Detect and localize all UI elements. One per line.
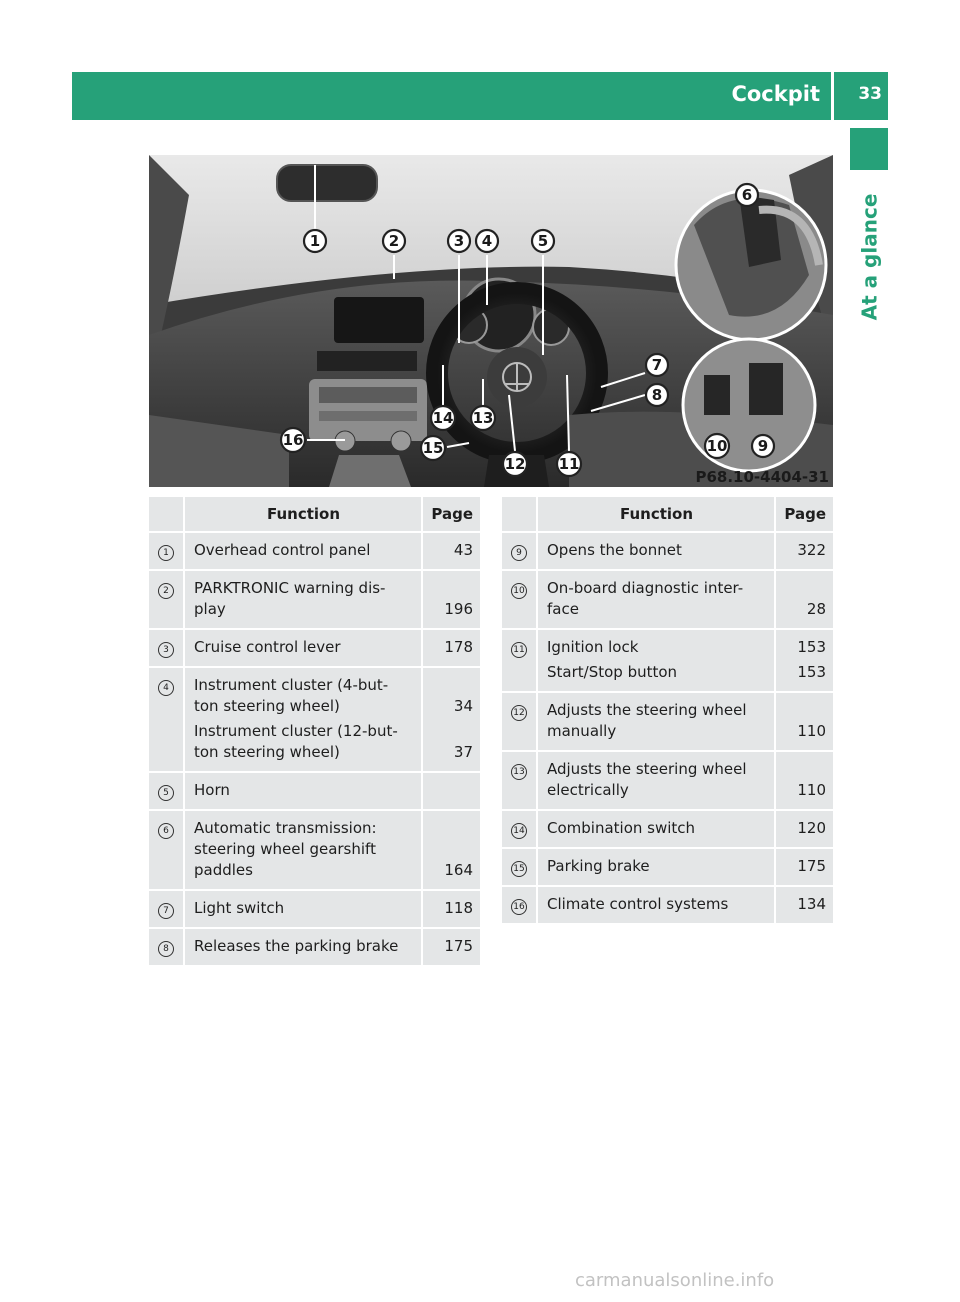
svg-text:4: 4	[481, 232, 493, 250]
svg-text:16: 16	[282, 431, 304, 449]
svg-text:7: 7	[651, 356, 663, 374]
row-number-cell	[502, 533, 538, 571]
function-text: PARKTRONIC warning dis-	[194, 579, 386, 597]
svg-text:12: 12	[504, 455, 526, 473]
row-number-cell	[502, 571, 538, 630]
callout-7	[646, 354, 668, 376]
function-cell	[185, 533, 423, 571]
page-ref	[431, 540, 473, 561]
page-spacer	[431, 721, 473, 742]
function-entry	[194, 675, 413, 717]
svg-text:14: 14	[432, 409, 454, 427]
page-cell	[776, 752, 833, 811]
page-spacer	[784, 700, 826, 721]
item-number-badge: 9	[511, 545, 527, 561]
function-text: steering wheel gearshift	[194, 840, 376, 858]
function-cell	[185, 773, 423, 811]
function-entry	[547, 540, 766, 561]
item-number-badge: 1	[158, 545, 174, 561]
function-cell	[185, 929, 423, 967]
page-number-text: 175	[444, 937, 473, 955]
page-number-text: 34	[453, 697, 473, 715]
page-number-text: 153	[797, 663, 826, 681]
callout-11	[557, 452, 581, 476]
side-tab-label: At a glance	[857, 193, 882, 321]
page-ref	[431, 637, 473, 658]
page-ref	[784, 818, 826, 839]
page-ref	[784, 662, 826, 683]
row-number-cell	[502, 693, 538, 752]
header-page: Page	[423, 497, 480, 533]
page-ref	[431, 721, 473, 763]
function-cell	[185, 668, 423, 773]
page-number-text: 178	[444, 638, 473, 656]
function-text: Overhead control panel	[194, 541, 371, 559]
function-cell	[538, 533, 776, 571]
function-text: ton steering wheel)	[194, 697, 340, 715]
side-tab	[850, 172, 888, 342]
function-table-right	[502, 497, 833, 925]
function-text: Automatic transmission:	[194, 819, 377, 837]
svg-text:10: 10	[706, 437, 728, 455]
function-text: paddles	[194, 861, 253, 879]
function-cell	[538, 887, 776, 925]
svg-text:5: 5	[537, 232, 549, 250]
page-ref	[784, 894, 826, 915]
function-text: Ignition lock	[547, 638, 639, 656]
function-cell	[538, 630, 776, 693]
page-number: 33	[858, 84, 882, 104]
function-text: Cruise control lever	[194, 638, 341, 656]
section-title: Cockpit	[731, 82, 820, 106]
svg-text:11: 11	[558, 455, 580, 473]
page-cell	[776, 571, 833, 630]
table-row	[502, 630, 833, 693]
item-number-badge: 13	[511, 764, 527, 780]
page-number-text: 43	[453, 541, 473, 559]
callout-5	[532, 230, 554, 252]
function-entry	[547, 894, 766, 915]
item-number-badge: 11	[511, 642, 527, 658]
item-number-badge: 8	[158, 941, 174, 957]
function-text: Start/Stop button	[547, 663, 678, 681]
table-row	[502, 752, 833, 811]
item-number-badge: 5	[158, 785, 174, 801]
function-text: Adjusts the steering wheel	[547, 701, 747, 719]
callout-15	[421, 436, 445, 460]
page-ref	[431, 936, 473, 957]
page-cell	[423, 668, 480, 773]
table-row	[502, 693, 833, 752]
watermark: carmanualsonline.info	[575, 1270, 775, 1291]
page-cell	[776, 811, 833, 849]
page-cell	[423, 533, 480, 571]
table-row	[502, 571, 833, 630]
function-entry	[194, 936, 413, 957]
table-row	[502, 811, 833, 849]
svg-text:15: 15	[422, 439, 444, 457]
row-number-cell	[149, 668, 185, 773]
table-row	[149, 811, 480, 891]
page-spacer	[431, 675, 473, 696]
function-entry	[194, 818, 413, 881]
function-text: ton steering wheel)	[194, 743, 340, 761]
page-spacer	[784, 759, 826, 780]
page-cell	[423, 773, 480, 811]
table-row	[502, 887, 833, 925]
page-cell	[423, 571, 480, 630]
page-number-text: 196	[444, 600, 473, 618]
side-tab-marker	[850, 128, 888, 170]
page-ref	[784, 759, 826, 801]
row-number-cell	[149, 811, 185, 891]
function-entry	[194, 780, 413, 801]
page-cell	[776, 630, 833, 693]
page-number-text: 120	[797, 819, 826, 837]
function-entry	[194, 637, 413, 658]
page-cell	[776, 693, 833, 752]
page-spacer	[431, 818, 473, 839]
function-entry	[194, 540, 413, 561]
item-number-badge: 15	[511, 861, 527, 877]
page-header	[72, 72, 888, 120]
page-number-text: 118	[444, 899, 473, 917]
svg-text:1: 1	[309, 232, 321, 250]
function-entry	[194, 898, 413, 919]
svg-text:2: 2	[388, 232, 400, 250]
header-function: Function	[185, 497, 423, 533]
function-text: Opens the bonnet	[547, 541, 682, 559]
svg-text:13: 13	[472, 409, 494, 427]
function-entry	[547, 818, 766, 839]
page-ref	[784, 700, 826, 742]
function-text: Combination switch	[547, 819, 696, 837]
function-cell	[538, 693, 776, 752]
row-number-cell	[149, 929, 185, 967]
item-number-badge: 12	[511, 705, 527, 721]
function-text: Horn	[194, 781, 230, 799]
row-number-cell	[149, 773, 185, 811]
item-number-badge: 7	[158, 903, 174, 919]
function-cell	[185, 811, 423, 891]
function-entry	[547, 637, 766, 658]
header-function: Function	[538, 497, 776, 533]
callout-2	[383, 230, 405, 252]
function-text: Parking brake	[547, 857, 650, 875]
callout-6	[736, 184, 758, 206]
function-cell	[185, 630, 423, 668]
photo-code: P68.10-4404-31	[695, 468, 829, 486]
table-row	[149, 668, 480, 773]
page-number-text: 28	[806, 600, 826, 618]
table-row	[149, 773, 480, 811]
item-number-badge: 14	[511, 823, 527, 839]
item-number-badge: 6	[158, 823, 174, 839]
function-entry	[547, 856, 766, 877]
item-number-badge: 10	[511, 583, 527, 599]
function-table-left	[149, 497, 480, 967]
cockpit-photo	[149, 155, 833, 487]
page-number-text: 322	[797, 541, 826, 559]
page-ref	[431, 818, 473, 881]
function-text: Releases the parking brake	[194, 937, 399, 955]
function-text: Adjusts the steering wheel	[547, 760, 747, 778]
item-number-badge: 4	[158, 680, 174, 696]
function-text: On-board diagnostic inter-	[547, 579, 744, 597]
photo-callouts	[149, 155, 833, 487]
function-text: Climate control systems	[547, 895, 729, 913]
row-number-cell	[149, 533, 185, 571]
table-row	[149, 571, 480, 630]
function-entry	[547, 700, 766, 742]
page-spacer	[431, 839, 473, 860]
function-text: face	[547, 600, 579, 618]
page-cell	[423, 929, 480, 967]
function-cell	[185, 891, 423, 929]
table-row	[149, 533, 480, 571]
svg-text:6: 6	[741, 186, 753, 204]
function-cell	[538, 811, 776, 849]
table-row	[502, 533, 833, 571]
page-number-text: 134	[797, 895, 826, 913]
table-row	[149, 630, 480, 668]
item-number-badge: 16	[511, 899, 527, 915]
page-cell	[776, 887, 833, 925]
item-number-badge: 2	[158, 583, 174, 599]
page-cell	[423, 630, 480, 668]
page-ref	[431, 675, 473, 717]
callout-8	[646, 384, 668, 406]
header-divider	[831, 72, 834, 120]
svg-text:9: 9	[757, 437, 769, 455]
page-ref	[784, 637, 826, 658]
page-ref	[431, 578, 473, 620]
svg-text:8: 8	[651, 386, 663, 404]
page-cell	[423, 891, 480, 929]
page-cell	[776, 849, 833, 887]
header-number	[149, 497, 185, 533]
function-text: Instrument cluster (12-but-	[194, 722, 398, 740]
function-text: Instrument cluster (4-but-	[194, 676, 389, 694]
row-number-cell	[149, 891, 185, 929]
callout-3	[448, 230, 470, 252]
page-spacer	[784, 578, 826, 599]
function-text: Light switch	[194, 899, 285, 917]
table-row	[149, 929, 480, 967]
page-spacer	[431, 578, 473, 599]
table-header-row	[149, 497, 480, 533]
callout-13	[471, 406, 495, 430]
row-number-cell	[502, 752, 538, 811]
row-number-cell	[149, 571, 185, 630]
function-text: manually	[547, 722, 617, 740]
function-cell	[538, 571, 776, 630]
function-entry	[547, 662, 766, 683]
item-number-badge: 3	[158, 642, 174, 658]
page-ref	[784, 856, 826, 877]
page-number-text: 110	[797, 722, 826, 740]
page-number-text: 37	[453, 743, 473, 761]
function-cell	[538, 752, 776, 811]
page-ref	[784, 540, 826, 561]
function-text: electrically	[547, 781, 629, 799]
function-entry	[547, 578, 766, 620]
page-number-text: 175	[797, 857, 826, 875]
table-row	[149, 891, 480, 929]
page-number-text: 153	[797, 638, 826, 656]
callout-4	[476, 230, 498, 252]
callout-14	[431, 406, 455, 430]
page-number-text: 110	[797, 781, 826, 799]
row-number-cell	[149, 630, 185, 668]
function-text: play	[194, 600, 226, 618]
row-number-cell	[502, 630, 538, 693]
callout-16	[281, 428, 305, 452]
page-cell	[423, 811, 480, 891]
function-cell	[538, 849, 776, 887]
callout-1	[304, 230, 326, 252]
row-number-cell	[502, 811, 538, 849]
page-number-text: 164	[444, 861, 473, 879]
row-number-cell	[502, 849, 538, 887]
callout-10	[705, 434, 729, 458]
svg-text:3: 3	[453, 232, 465, 250]
function-entry	[194, 721, 413, 763]
function-cell	[185, 571, 423, 630]
callout-9	[752, 435, 774, 457]
page-cell	[776, 533, 833, 571]
header-page: Page	[776, 497, 833, 533]
table-row	[502, 849, 833, 887]
function-entry	[194, 578, 413, 620]
page-ref	[784, 578, 826, 620]
row-number-cell	[502, 887, 538, 925]
header-number	[502, 497, 538, 533]
table-header-row	[502, 497, 833, 533]
callout-12	[503, 452, 527, 476]
page-ref	[431, 898, 473, 919]
function-entry	[547, 759, 766, 801]
